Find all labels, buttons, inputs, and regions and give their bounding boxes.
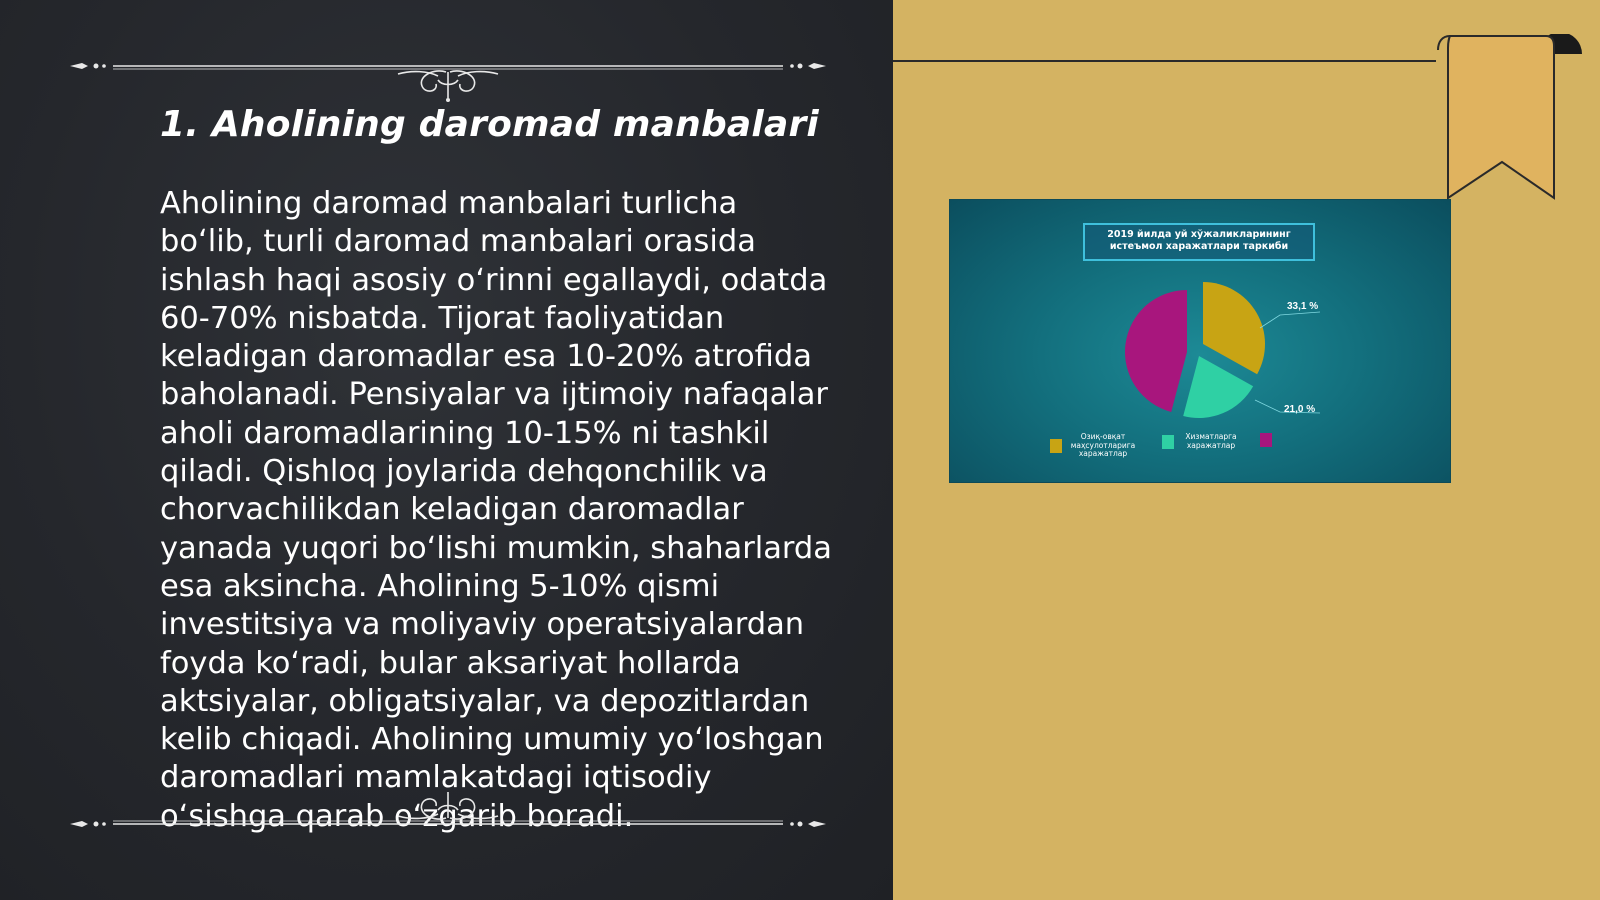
legend-label-food: Озиқ-овқат маҳсулотларига харажатлар: [1070, 432, 1136, 458]
top-flourish-ornament: [68, 50, 828, 110]
legend-label-services: Хизматларга харажатлар: [1185, 432, 1237, 450]
slide-body-text: Aholining daromad manbalari turlicha bo‘lib, turli daromad manbalari orasida ishlash haqi asosiy o‘rinni egallaydi, odatda 60-70% nisbatda. Tijorat faoliyatidan keladigan daromadlar esa 10-20% atrofida baholanadi. Pensiyalar va ijtimoiy nafaqalar aholi daromadlarining 10-15% ni tashkil qiladi. Qishloq joylarida dehqonchilik va chorvachilikdan keladigan daromadlar yanada yuqori bo‘lishi mumkin, shaharlarda esa aksincha. Aholining 5-10% qismi investitsiya va moliyaviy operatsiyalardan foyda ko‘radi, bular aksariyat hollarda aktsiyalar, obligatsiyalar, va depozitlardan kelib chiqadi. Aholining umumiy yo‘loshgan daromadlari mamlakatdagi iqtisodiy o‘sishga qarab o‘zgarib boradi.: [160, 186, 832, 834]
legend-swatch-services: [1162, 435, 1174, 449]
header-rule: [893, 60, 1436, 62]
chart-title: 2019 йилда уй хўжаликларининг истеъмол харажатлари таркиби: [1083, 223, 1315, 261]
legend-item-services: [1162, 433, 1242, 450]
legend-item-other: [1260, 433, 1272, 447]
pie-slice-other: [1125, 290, 1187, 412]
slice-label-2: 21,0 %: [1284, 404, 1316, 415]
pie-slice-food: [1203, 282, 1265, 374]
slide-title: 1. Aholining daromad manbalari: [160, 104, 819, 145]
leader-line-1: [1260, 312, 1320, 328]
bottom-flourish-ornament: [68, 778, 828, 838]
legend-swatch-food: [1050, 439, 1062, 453]
slice-label-1: 33,1 %: [1287, 301, 1319, 312]
legend-swatch-other: [1260, 433, 1272, 447]
bookmark-ribbon-icon: [1430, 34, 1600, 204]
pie-chart-image: [950, 200, 1450, 482]
legend-item-food: [1050, 433, 1138, 459]
